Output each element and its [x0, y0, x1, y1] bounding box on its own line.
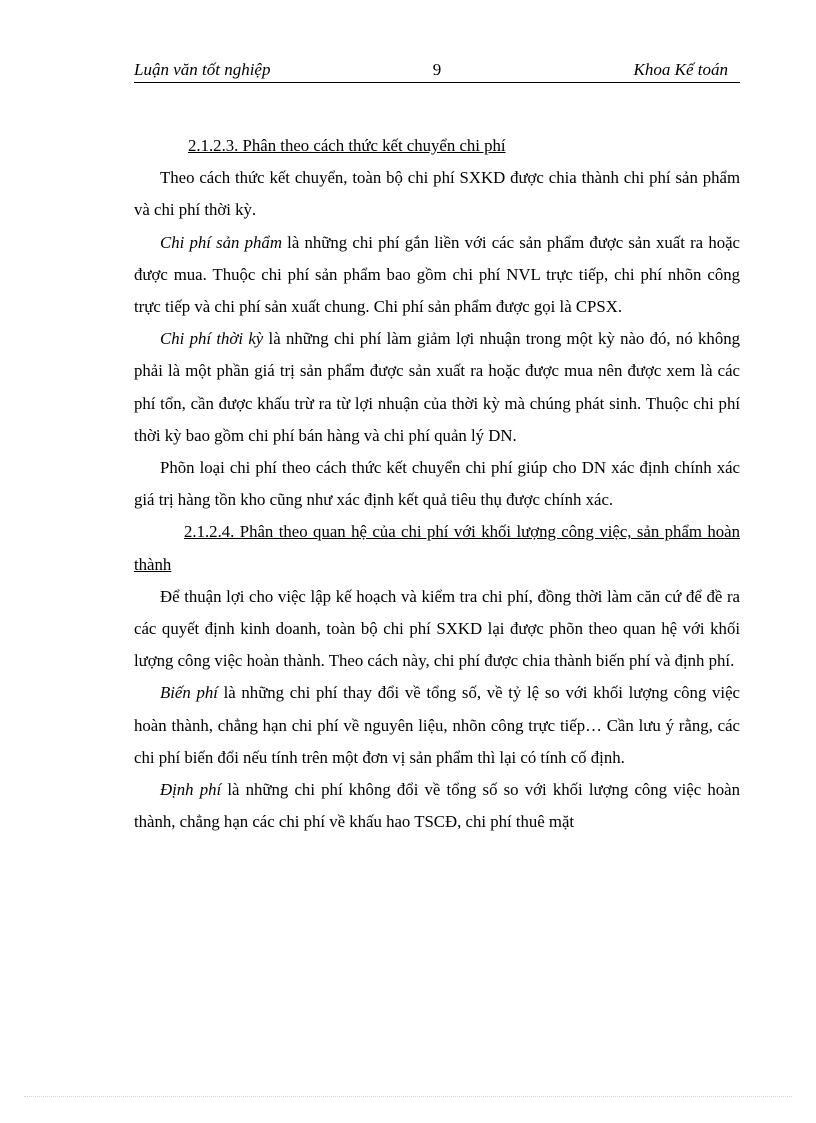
header-thesis-title: Luận văn tốt nghiệp	[134, 60, 271, 79]
page-header	[134, 58, 740, 83]
paragraph-text: là những chi phí làm giảm lợi nhuận trong một kỳ nào đó, nó không phải là một phần giá trị sản phẩm được sản xuất ra hoặc được mua nên được xem là các phí tổn, cần được khấu trừ ra từ lợi nhuận của thời kỳ mà chúng phát sinh. Thuộc chi phí thời kỳ bao gồm chi phí bán hàng và chi phí quản lý DN.	[134, 329, 740, 445]
paragraph-text: là những chi phí không đổi về tổng số so với khối lượng công việc hoàn thành, chẳng hạn các chi phí về khấu hao TSCĐ, chi phí thuê mặt	[134, 780, 740, 832]
section-heading-2-1-2-4: 2.1.2.4. Phân theo quan hệ của chi phí với khối lượng công việc, sản phẩm hoàn thành	[134, 522, 740, 574]
paragraph: Theo cách thức kết chuyển, toàn bộ chi phí SXKD được chia thành chi phí sản phẩm và chi phí thời kỳ.	[134, 168, 740, 220]
section-heading-2-1-2-3: 2.1.2.3. Phân theo cách thức kết chuyển chi phí	[188, 136, 506, 155]
paragraph: Phõn loại chi phí theo cách thức kết chuyển chi phí giúp cho DN xác định chính xác giá trị hàng tồn kho cũng như xác định kết quả tiêu thụ được chính xác.	[134, 458, 740, 510]
paragraph	[134, 774, 740, 838]
paragraph	[134, 323, 740, 452]
header-department: Khoa Kế toán	[633, 60, 728, 79]
term-fixed-cost: Định phí	[160, 780, 222, 800]
paragraph-text: là những chi phí thay đổi về tổng số, về tỷ lệ so với khối lượng công việc hoàn thành, chẳng hạn chi phí về nguyên liệu, nhõn công trực tiếp… Cần lưu ý rằng, các chi phí biến đổi nếu tính trên một đơn vị sản phẩm thì lại có tính cố định.	[134, 683, 740, 767]
paragraph	[134, 677, 740, 774]
term-variable-cost: Biến phí	[160, 683, 218, 703]
paragraph-text: là những chi phí gắn liền với các sản phẩm được sản xuất ra hoặc được mua. Thuộc chi phí sản phẩm bao gồm chi phí NVL trực tiếp, chi phí nhõn công trực tiếp và chi phí sản xuất chung. Chi phí sản phẩm được gọi là CPSX.	[134, 232, 740, 317]
term-product-cost: Chi phí sản phẩm	[160, 232, 282, 252]
page-number: 9	[432, 60, 442, 79]
page-bottom-divider	[24, 1096, 792, 1097]
term-period-cost: Chi phí thời kỳ	[160, 329, 264, 349]
page-body	[134, 130, 740, 838]
paragraph	[134, 227, 740, 324]
paragraph: Để thuận lợi cho việc lập kế hoạch và kiểm tra chi phí, đồng thời làm căn cứ để đề ra các quyết định kinh doanh, toàn bộ chi phí SXKD lại được phõn theo quan hệ với khối lượng công việc hoàn thành. Theo cách này, chi phí được chia thành biến phí và định phí.	[134, 586, 740, 671]
